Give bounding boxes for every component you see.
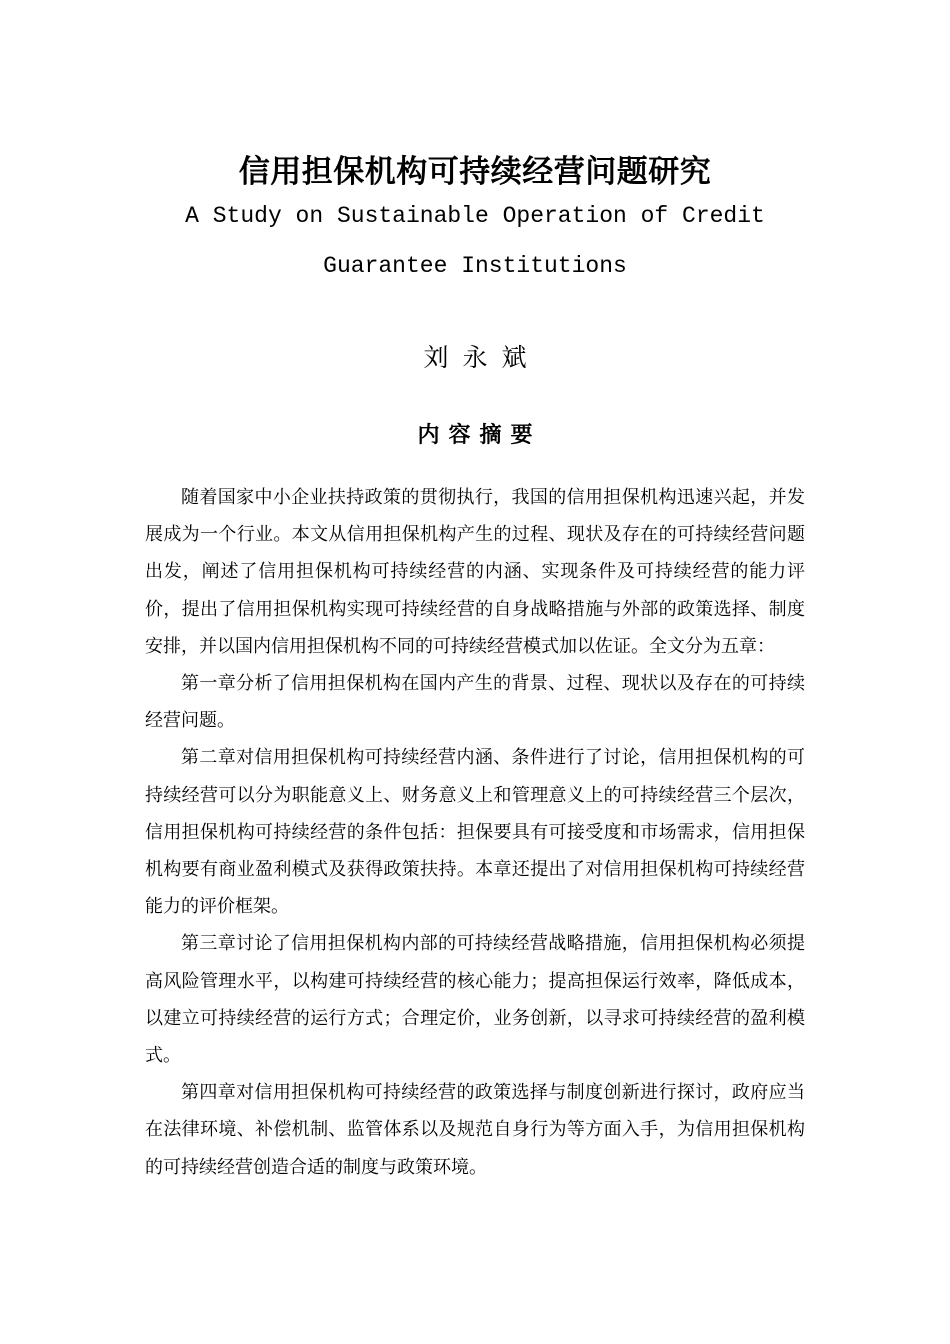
abstract-body bbox=[145, 479, 805, 1186]
title-chinese: 信用担保机构可持续经营问题研究 bbox=[238, 154, 712, 190]
author-name: 刘永斌 bbox=[423, 343, 541, 372]
paragraph-chapter-1: 第一章分析了信用担保机构在国内产生的背景、过程、现状以及存在的可持续经营问题。 bbox=[145, 673, 805, 732]
paragraph-chapter-2: 第二章对信用担保机构可持续经营内涵、条件进行了讨论，信用担保机构的可持续经营可以分为职能意义上、财务意义上和管理意义上的可持续经营三个层次，信用担保机构可持续经营的条件包括：担保要具有可接受度和市场需求，信用担保机构要有商业盈利模式及获得政策扶持。本章还提出了对信用担保机构可持续经营能力的评价框架。 bbox=[145, 747, 805, 918]
abstract-heading: 内容摘要 bbox=[417, 423, 542, 448]
paragraph-chapter-4: 第四章对信用担保机构可持续经营的政策选择与制度创新进行探讨，政府应当在法律环境、补偿机制、监管体系以及规范自身行为等方面入手，为信用担保机构的可持续经营创造合适的制度与政策环境。 bbox=[145, 1082, 805, 1178]
paragraph-intro: 随着国家中小企业扶持政策的贯彻执行，我国的信用担保机构迅速兴起，并发展成为一个行业。本文从信用担保机构产生的过程、现状及存在的可持续经营问题出发，阐述了信用担保机构可持续经营的内涵、实现条件及可持续经营的能力评价，提出了信用担保机构实现可持续经营的自身战略措施与外部的政策选择、制度安排，并以国内信用担保机构不同的可持续经营模式加以佐证。全文分为五章： bbox=[145, 487, 805, 657]
title-english-line-2: Guarantee Institutions bbox=[323, 253, 627, 279]
paragraph-chapter-3: 第三章讨论了信用担保机构内部的可持续经营战略措施，信用担保机构必须提高风险管理水平，以构建可持续经营的核心能力；提高担保运行效率，降低成本，以建立可持续经营的运行方式；合理定价，业务创新，以寻求可持续经营的盈利模式。 bbox=[145, 933, 805, 1067]
title-english-line-1: A Study on Sustainable Operation of Credit bbox=[185, 203, 765, 229]
